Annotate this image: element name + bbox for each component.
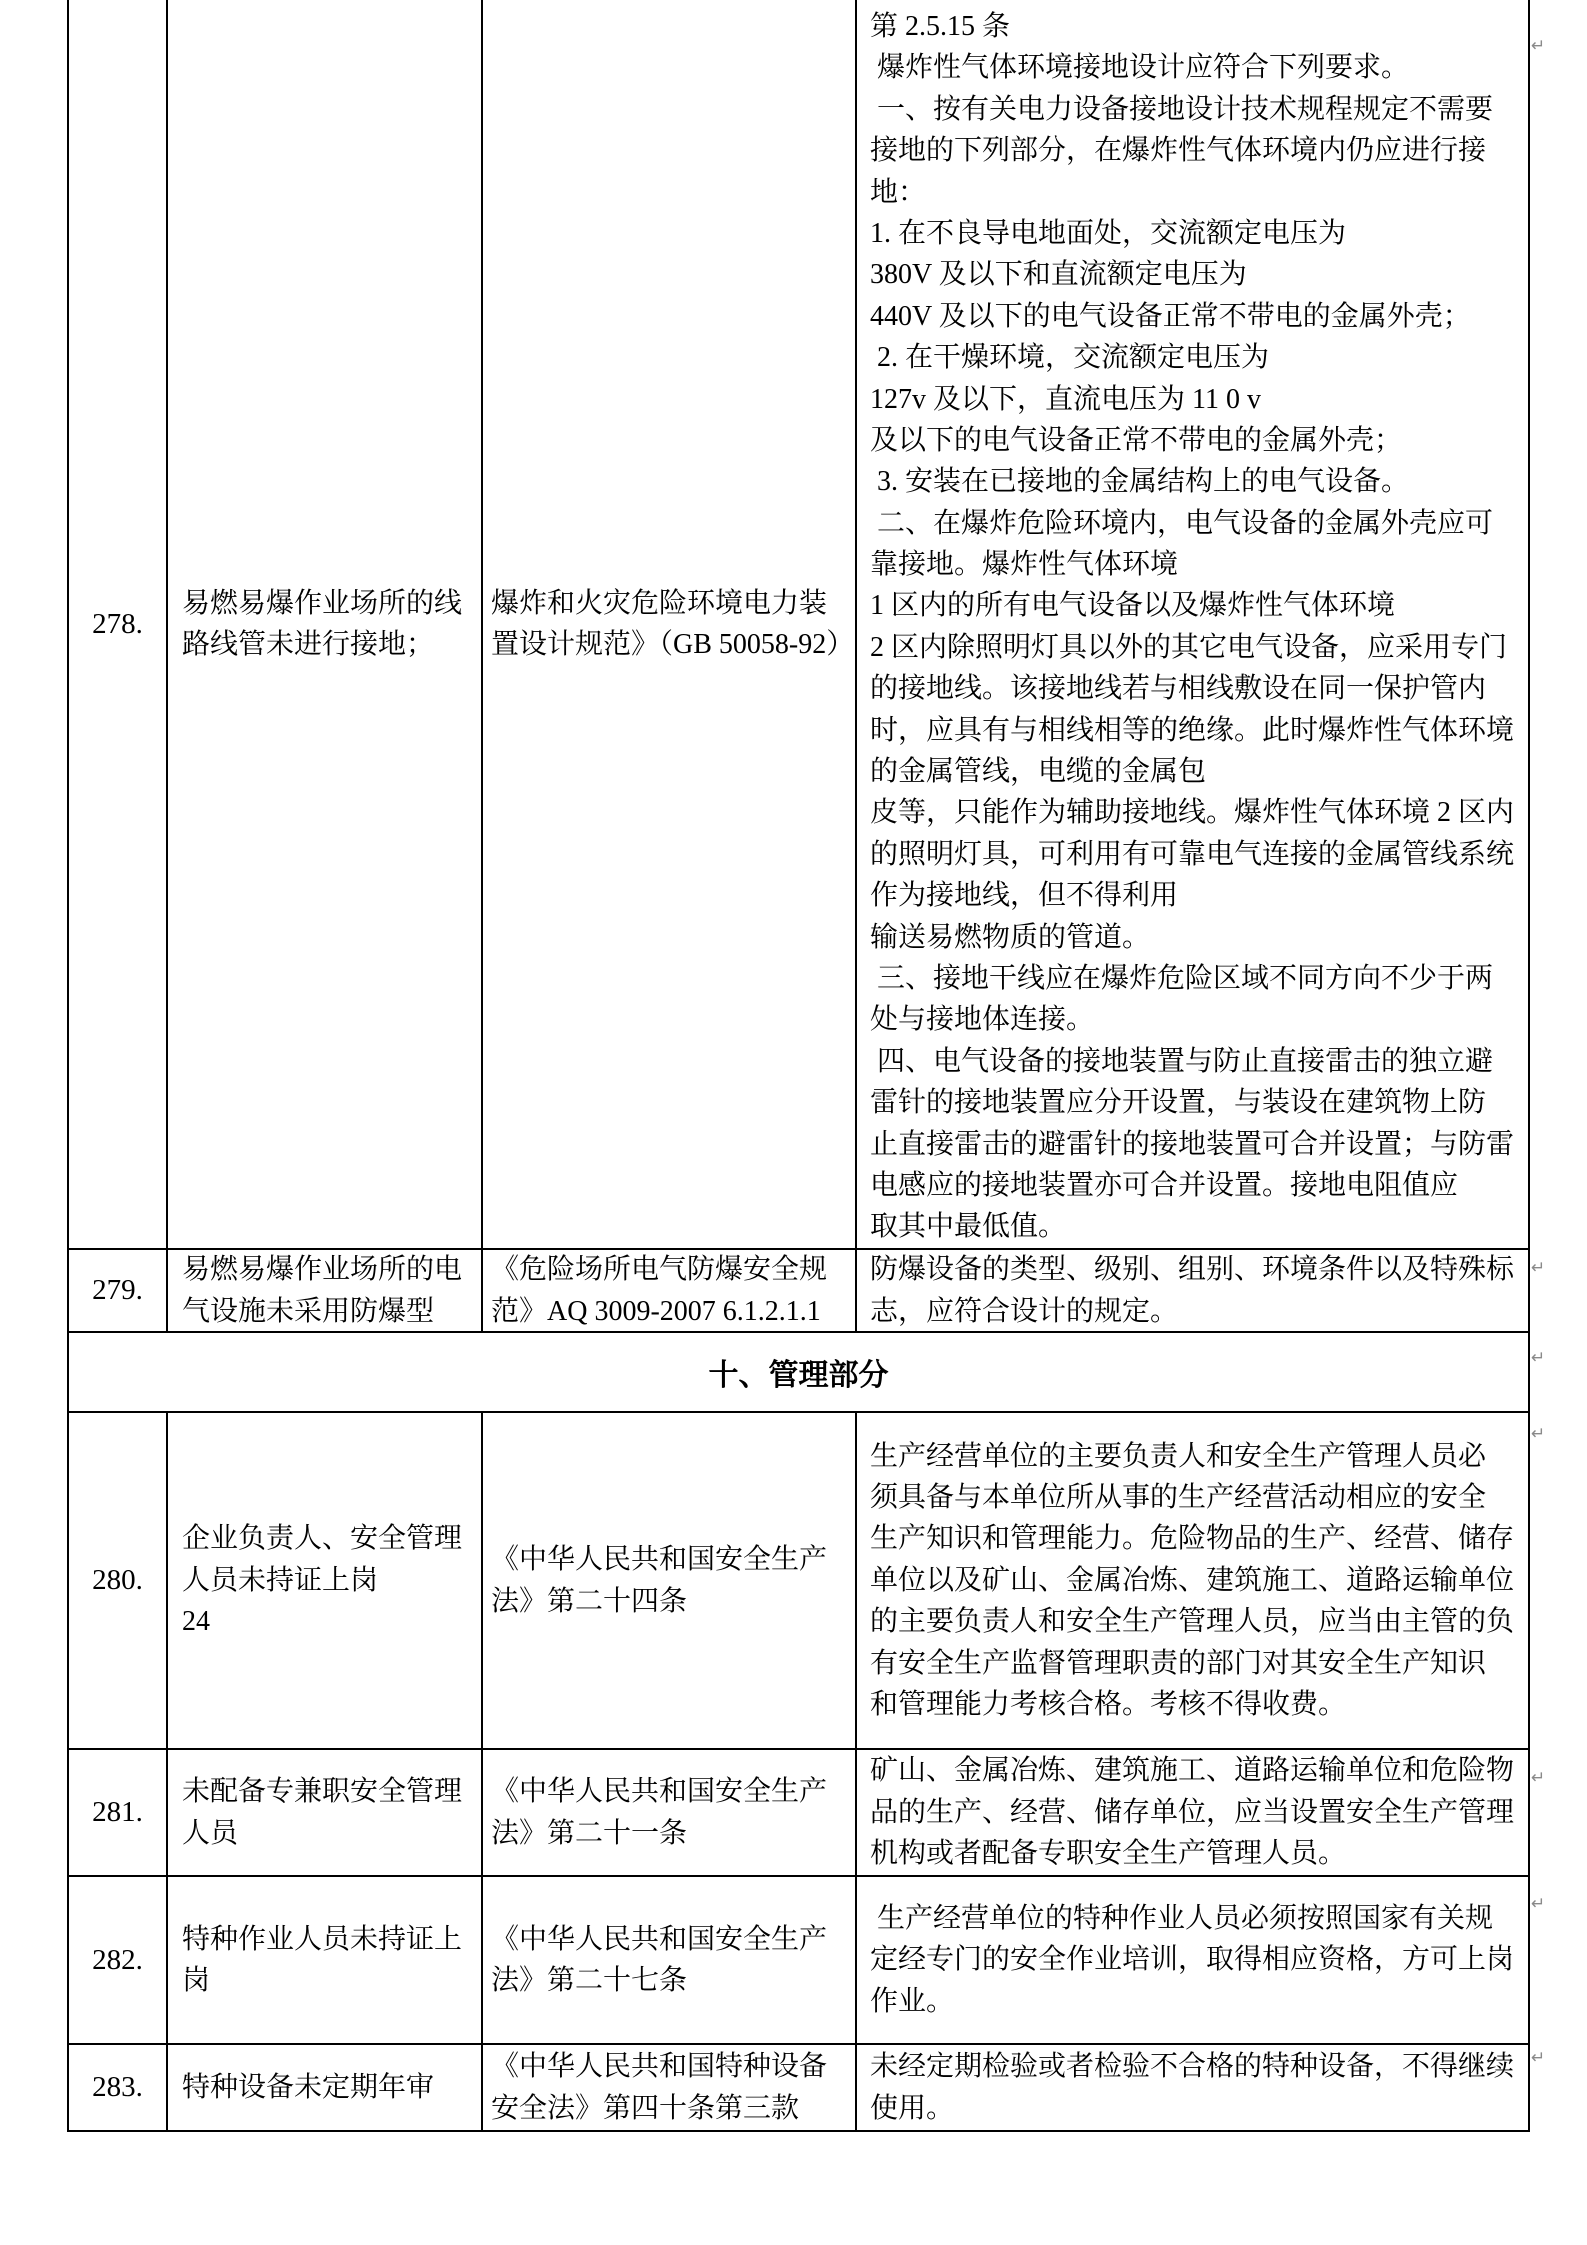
row-number: 278. (69, 0, 168, 1250)
text-line: 《中华人民共和国安全生产 (491, 1544, 828, 1576)
text-line: 矿山、金属冶炼、建筑施工、道路运输单位和危险物 (870, 1755, 1515, 1787)
text-line: 置设计规范》（GB 50058-92） (491, 629, 855, 660)
text-line: 企业负责人、安全管理 (182, 1523, 463, 1555)
text-line: 2 区内除照明灯具以外的其它电气设备，应采用专门 (870, 631, 1508, 663)
text-line: 爆炸性气体环境接地设计应符合下列要求。 (870, 52, 1410, 84)
text-line: 生产知识和管理能力。危险物品的生产、经营、储存 (870, 1523, 1515, 1555)
text-line: 靠接地。爆炸性气体环境 (870, 549, 1179, 581)
text-line: 岗 (182, 1965, 211, 1996)
text-line: 作为接地线，但不得利用 (870, 880, 1179, 912)
text-line: 须具备与本单位所从事的生产经营活动相应的安全 (870, 1482, 1487, 1514)
detail-cell (857, 2045, 1530, 2132)
regulation-table (67, 0, 1528, 2132)
text-line: 《中华人民共和国安全生产 (491, 1923, 828, 1955)
text-line: 单位以及矿山、金属冶炼、建筑施工、道路运输单位 (870, 1564, 1515, 1596)
text-line: 输送易燃物质的管道。 (870, 921, 1151, 953)
text-line: 有安全生产监督管理职责的部门对其安全生产知识 (870, 1647, 1487, 1679)
text-line: 380V 及以下和直流额定电压为 (870, 259, 1247, 291)
text-line: 四、电气设备的接地装置与防止直接雷击的独立避 (870, 1045, 1494, 1077)
text-line: 三、接地干线应在爆炸危险区域不同方向不少于两 (870, 962, 1494, 994)
text-line: 法》第二十一条 (491, 1817, 688, 1849)
issue-cell (168, 1877, 483, 2045)
detail-cell (857, 1413, 1530, 1750)
text-line: 及以下的电气设备正常不带电的金属外壳； (870, 424, 1403, 456)
regulation-cell (483, 2045, 857, 2132)
paragraph-mark-icon: ↵ (1531, 1258, 1546, 1278)
text-line: 特种作业人员未持证上 (182, 1923, 463, 1955)
text-line: 2. 在干燥环境，交流额定电压为 (870, 342, 1270, 374)
text-line: 易燃易爆作业场所的线 (182, 587, 463, 619)
text-line: 地： (870, 176, 927, 208)
text-line: 人员未持证上岗 (182, 1564, 379, 1596)
text-line: 时，应具有与相线相等的绝缘。此时爆炸性气体环境 (870, 714, 1515, 746)
text-line: 的照明灯具，可利用有可靠电气连接的金属管线系统 (870, 838, 1515, 870)
text-line: 安全法》第四十条第三款 (491, 2092, 800, 2124)
paragraph-mark-icon: ↵ (1531, 36, 1546, 56)
paragraph-mark-icon: ↵ (1531, 1768, 1546, 1788)
text-line: 气设施未采用防爆型 (182, 1295, 435, 1327)
section-header: 十、管理部分 (69, 1333, 1530, 1413)
row-number: 281. (69, 1750, 168, 1877)
text-line: 《中华人民共和国特种设备 (491, 2051, 828, 2083)
text-line: 特种设备未定期年审 (182, 2071, 435, 2103)
regulation-cell (483, 1877, 857, 2045)
paragraph-mark-icon: ↵ (1531, 1348, 1546, 1368)
regulation-cell (483, 0, 857, 1250)
text-line: 生产经营单位的特种作业人员必须按照国家有关规 (870, 1902, 1494, 1934)
row-number: 283. (69, 2045, 168, 2132)
text-line: 志，应符合设计的规定。 (870, 1295, 1179, 1327)
row-number: 279. (69, 1250, 168, 1333)
text-line: 易燃易爆作业场所的电 (182, 1254, 463, 1286)
paragraph-mark-icon: ↵ (1531, 1894, 1546, 1914)
text-line: 二、在爆炸危险环境内，电气设备的金属外壳应可 (870, 507, 1494, 539)
row-number: 282. (69, 1877, 168, 2045)
text-line: 法》第二十四条 (491, 1585, 688, 1617)
text-line: 未配备专兼职安全管理 (182, 1776, 463, 1808)
issue-cell (168, 1250, 483, 1333)
text-line: 《危险场所电气防爆安全规 (491, 1254, 828, 1286)
text-line: 人员 (182, 1817, 239, 1849)
paragraph-mark-icon: ↵ (1531, 1424, 1546, 1444)
text-line: 1. 在不良导电地面处，交流额定电压为 (870, 217, 1347, 249)
text-line: 法》第二十七条 (491, 1965, 688, 1996)
text-line: 皮等，只能作为辅助接地线。爆炸性气体环境 2 区内 (870, 797, 1515, 829)
text-line: 机构或者配备专职安全生产管理人员。 (870, 1838, 1347, 1870)
detail-cell (857, 0, 1530, 1250)
issue-cell (168, 1750, 483, 1877)
text-line: 和管理能力考核合格。考核不得收费。 (870, 1688, 1347, 1720)
paragraph-mark-icon: ↵ (1531, 2048, 1546, 2068)
text-line: 路线管未进行接地； (182, 629, 435, 660)
text-line: 接地的下列部分，在爆炸性气体环境内仍应进行接 (870, 135, 1487, 167)
text-line: 《中华人民共和国安全生产 (491, 1776, 828, 1808)
text-line: 的主要负责人和安全生产管理人员，应当由主管的负 (870, 1606, 1515, 1638)
text-line: 生产经营单位的主要负责人和安全生产管理人员必 (870, 1440, 1487, 1472)
text-line: 的金属管线，电缆的金属包 (870, 756, 1207, 788)
issue-cell (168, 2045, 483, 2132)
text-line: 作业。 (870, 1985, 955, 2017)
text-line: 第 2.5.15 条 (870, 11, 1011, 42)
text-line: 防爆设备的类型、级别、组别、环境条件以及特殊标 (870, 1254, 1515, 1286)
text-line: 的接地线。该接地线若与相线敷设在同一保护管内 (870, 673, 1487, 705)
detail-cell (857, 1750, 1530, 1877)
regulation-cell (483, 1413, 857, 1750)
text-line: 定经专门的安全作业培训，取得相应资格，方可上岗 (870, 1944, 1515, 1976)
text-line: 24 (182, 1606, 210, 1638)
regulation-cell (483, 1750, 857, 1877)
text-line: 电感应的接地装置亦可合并设置。接地电阻值应 (870, 1169, 1459, 1201)
detail-cell (857, 1877, 1530, 2045)
text-line: 品的生产、经营、储存单位，应当设置安全生产管理 (870, 1796, 1515, 1828)
text-line: 使用。 (870, 2092, 955, 2124)
text-line: 止直接雷击的避雷针的接地装置可合并设置；与防雷 (870, 1128, 1515, 1160)
text-line: 3. 安装在已接地的金属结构上的电气设备。 (870, 466, 1410, 498)
text-line: 雷针的接地装置应分开设置，与装设在建筑物上防 (870, 1087, 1487, 1119)
detail-cell (857, 1250, 1530, 1333)
issue-cell (168, 0, 483, 1250)
regulation-cell (483, 1250, 857, 1333)
text-line: 爆炸和火灾危险环境电力装 (491, 587, 828, 619)
text-line: 127v 及以下，直流电压为 11 0 v (870, 383, 1261, 415)
row-number: 280. (69, 1413, 168, 1750)
text-line: 范》AQ 3009-2007 6.1.2.1.1 (491, 1295, 821, 1327)
issue-cell (168, 1413, 483, 1750)
text-line: 一、按有关电力设备接地设计技术规程规定不需要 (870, 93, 1494, 125)
text-line: 440V 及以下的电气设备正常不带电的金属外壳； (870, 300, 1471, 332)
text-line: 未经定期检验或者检验不合格的特种设备，不得继续 (870, 2051, 1515, 2083)
text-line: 取其中最低值。 (870, 1211, 1067, 1243)
text-line: 处与接地体连接。 (870, 1004, 1095, 1036)
text-line: 1 区内的所有电气设备以及爆炸性气体环境 (870, 590, 1396, 622)
